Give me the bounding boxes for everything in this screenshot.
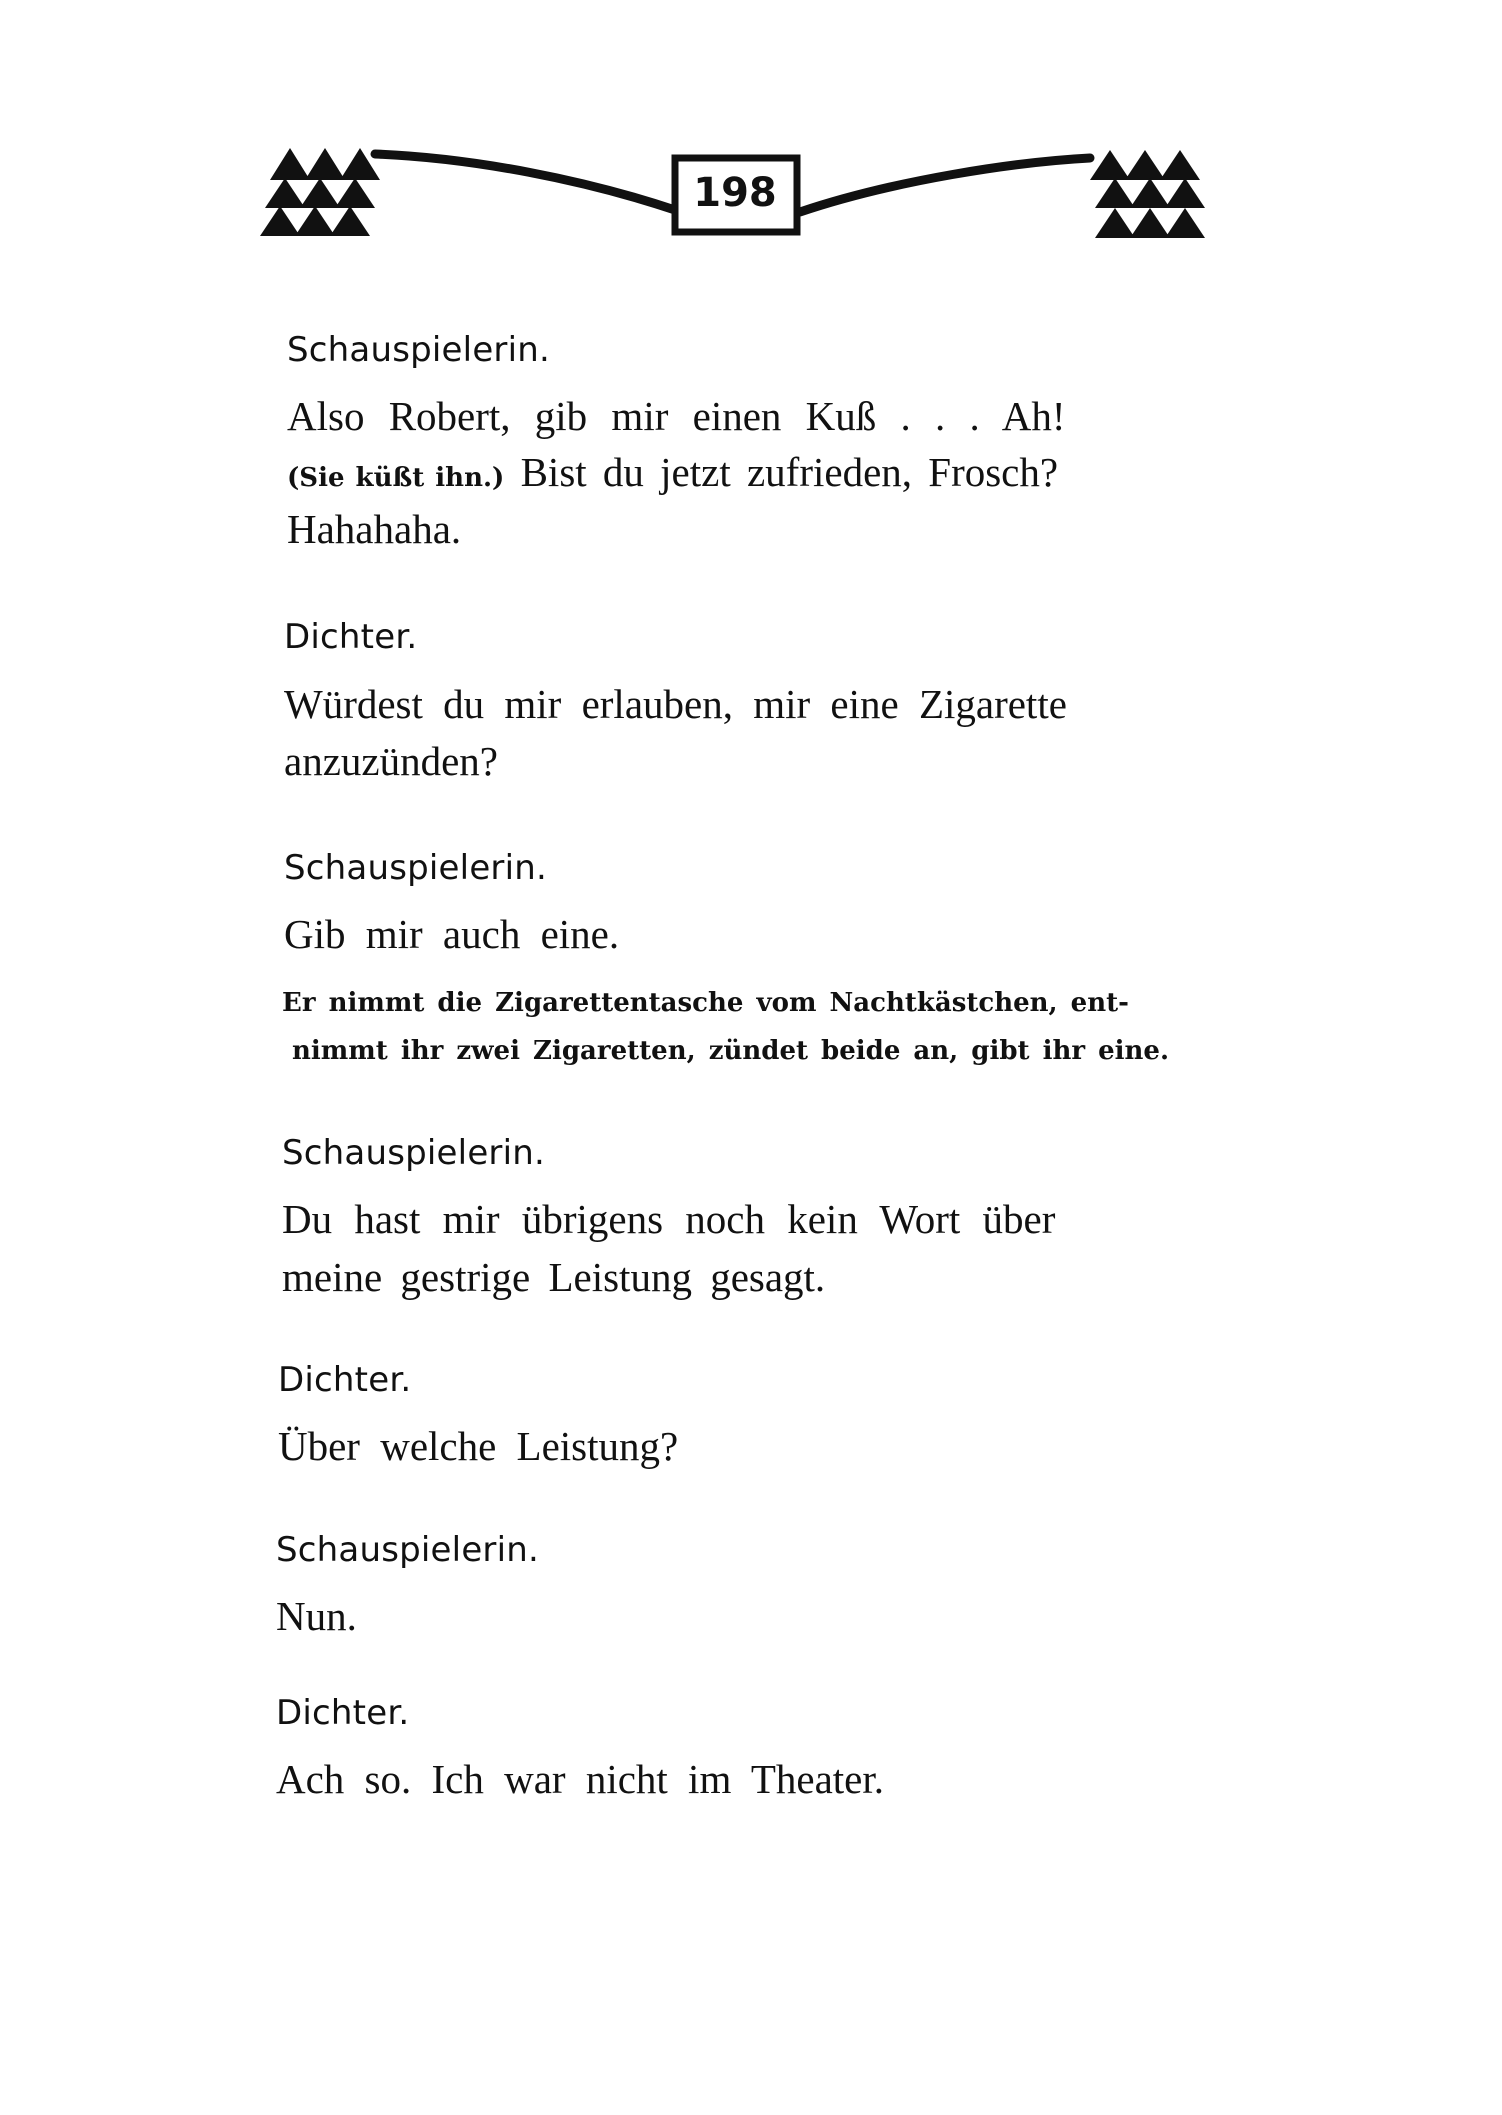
dialogue-line: meine gestrige Leistung gesagt. xyxy=(282,1254,826,1300)
dialogue-line: Über welche Leistung? xyxy=(278,1423,679,1469)
page-header-ornament xyxy=(255,140,1235,260)
dialogue-line-with-aside xyxy=(287,448,1058,496)
speaker-name: Schauspielerin. xyxy=(284,848,548,888)
dialogue-line: Ach so. Ich war nicht im Theater. xyxy=(276,1756,885,1802)
speaker-name: Dichter. xyxy=(276,1693,410,1733)
stage-aside: (Sie küßt ihn.) xyxy=(287,463,505,493)
page-number: 198 xyxy=(693,170,777,216)
dialogue-text: Bist du jetzt zufrieden, Frosch? xyxy=(520,449,1059,495)
stage-direction-line: Er nimmt die Zigarettentasche vom Nachtkästchen, ent- xyxy=(282,988,1129,1018)
left-triangle-cluster xyxy=(260,148,380,236)
dialogue-line: Also Robert, gib mir einen Kuß . . . Ah! xyxy=(287,393,1066,439)
speaker-name: Dichter. xyxy=(278,1360,412,1400)
right-triangle-cluster xyxy=(1090,150,1205,238)
dialogue-line: Hahahaha. xyxy=(287,506,462,552)
dialogue-line: Gib mir auch eine. xyxy=(284,911,620,957)
speaker-name: Dichter. xyxy=(284,617,418,657)
speaker-name: Schauspielerin. xyxy=(282,1133,546,1173)
dialogue-line: Nun. xyxy=(276,1593,357,1639)
dialogue-line: Du hast mir übrigens noch kein Wort über xyxy=(282,1196,1056,1242)
dialogue-line: Würdest du mir erlauben, mir eine Zigarette xyxy=(284,681,1067,727)
speaker-name: Schauspielerin. xyxy=(287,330,551,370)
dialogue-line: anzuzünden? xyxy=(284,738,498,784)
stage-direction-line: nimmt ihr zwei Zigaretten, zündet beide an, gibt ihr eine. xyxy=(292,1036,1170,1066)
speaker-name: Schauspielerin. xyxy=(276,1530,540,1570)
